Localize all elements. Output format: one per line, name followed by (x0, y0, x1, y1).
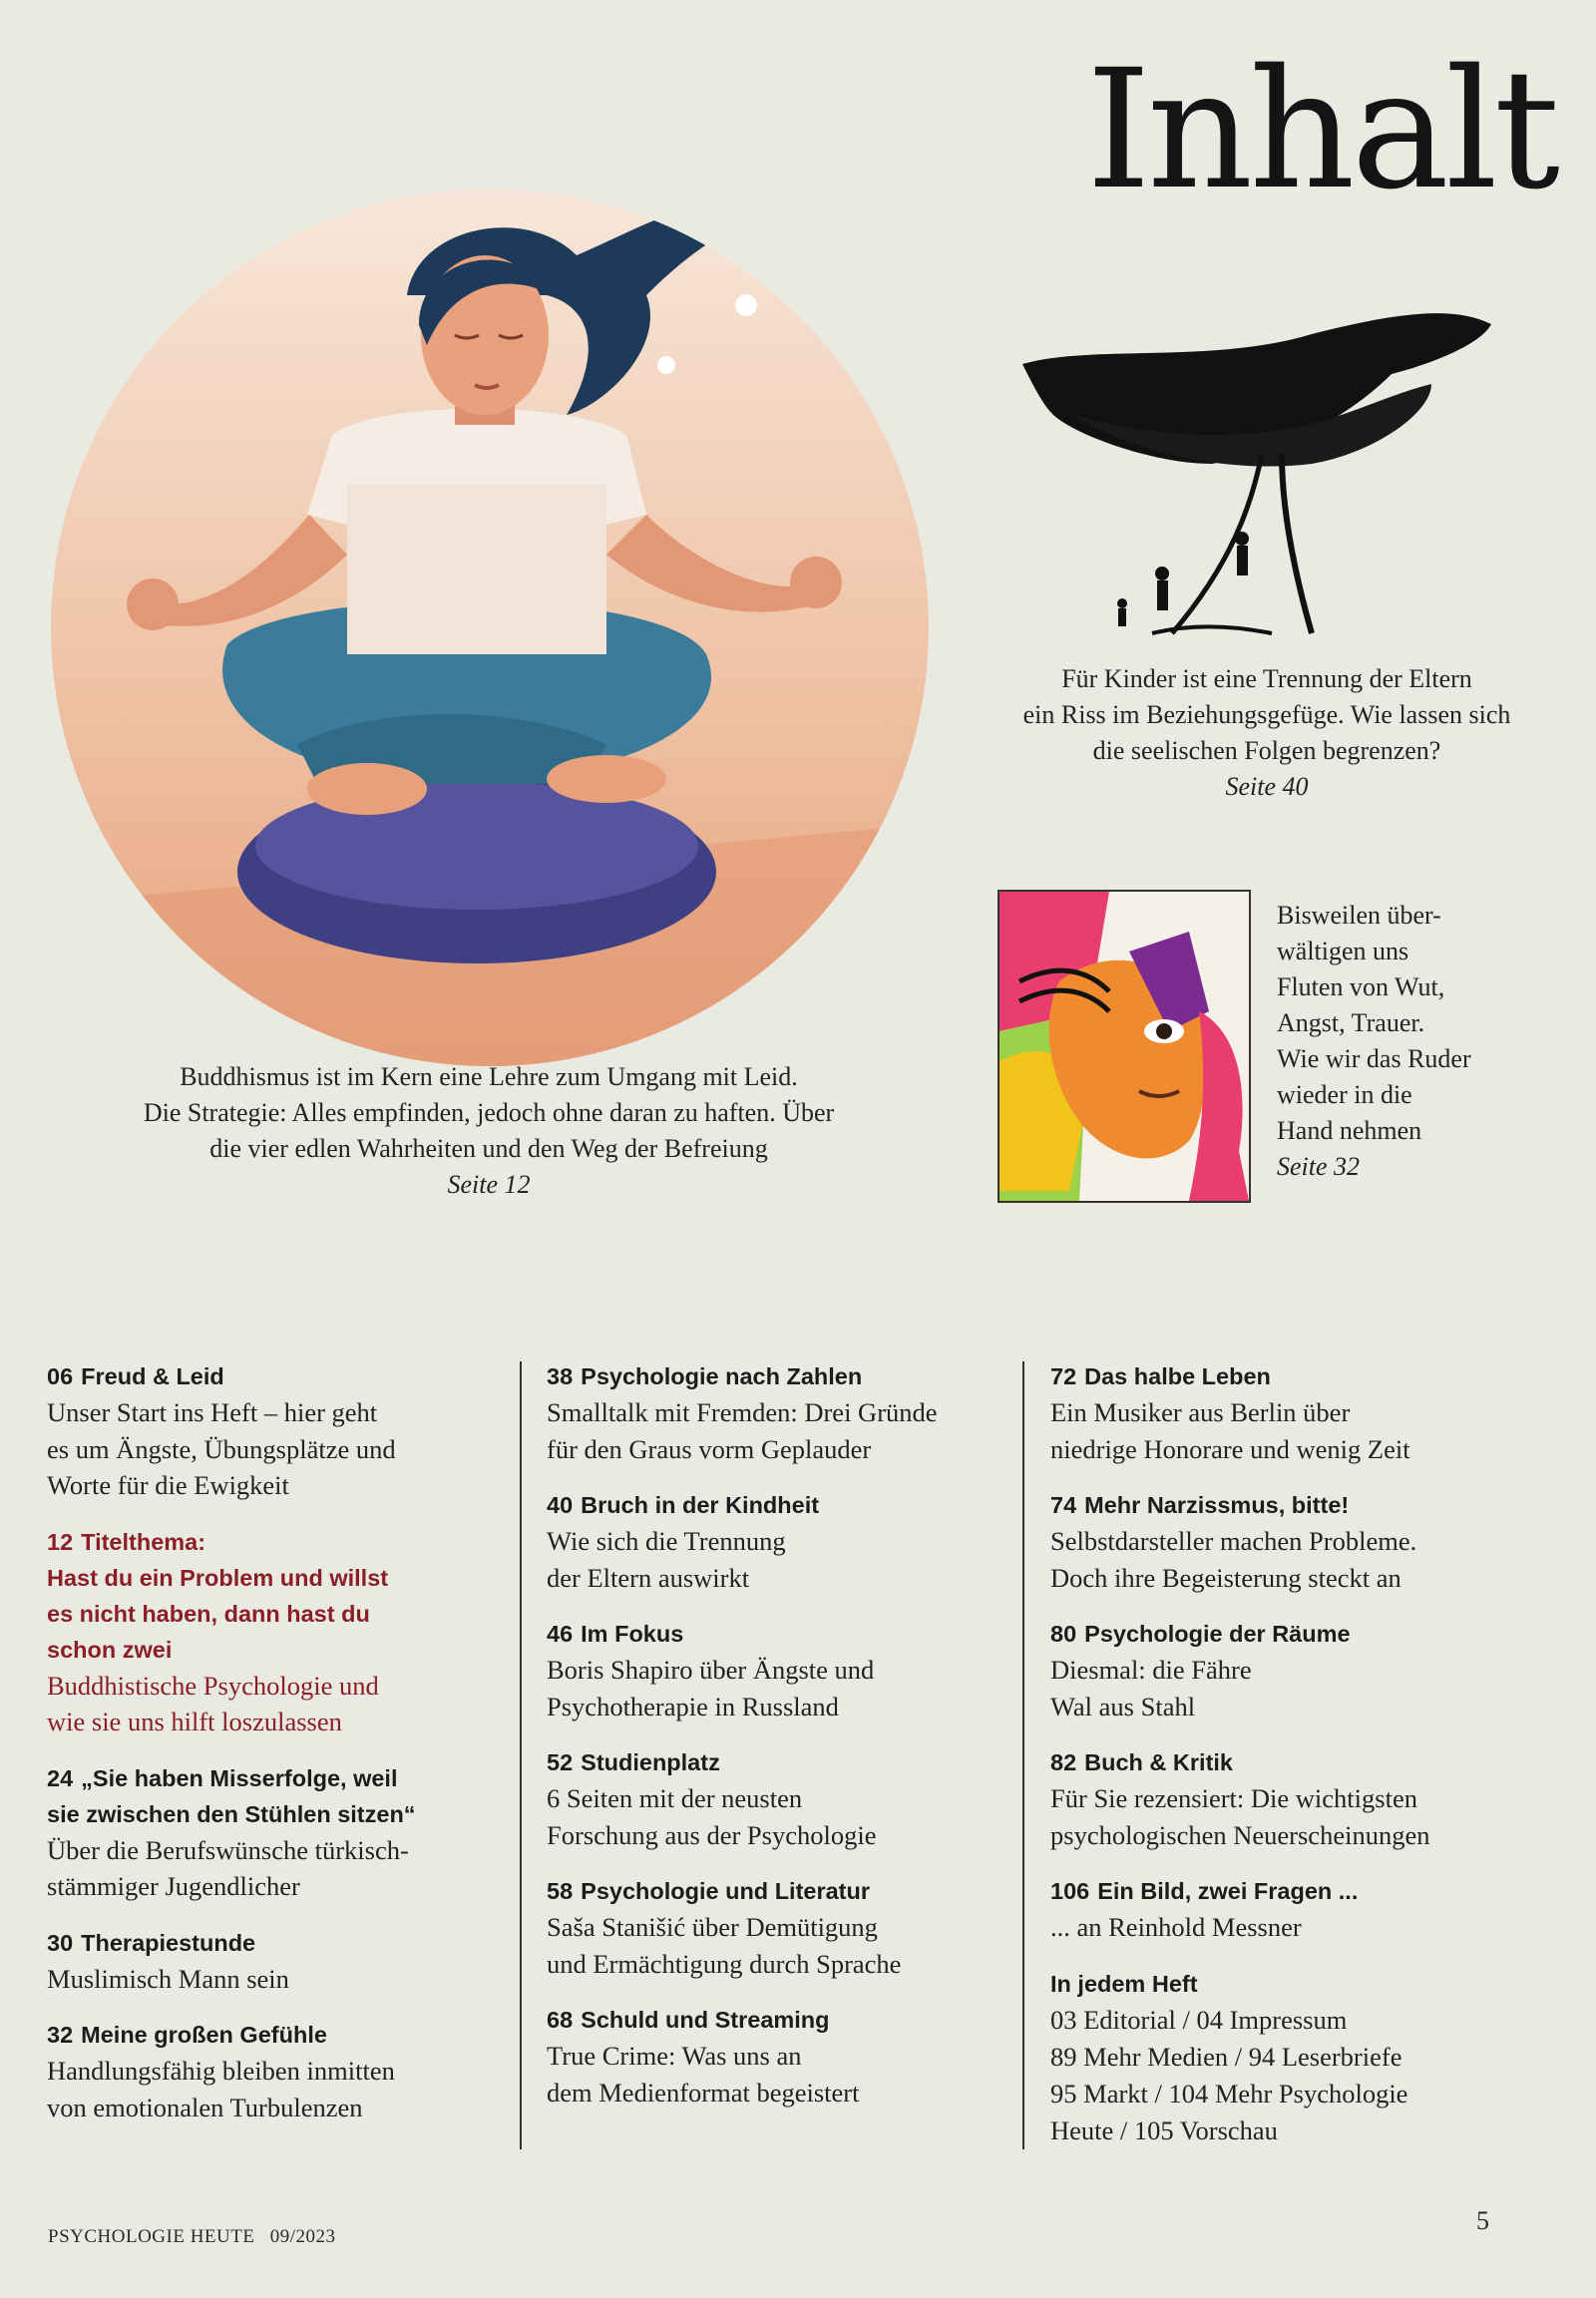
recurring-pages-line[interactable]: 89 Mehr Medien / 94 Leserbriefe (1050, 2041, 1402, 2072)
caption-line: die seelischen Folgen begrenzen? (1092, 736, 1441, 765)
toc-description-line: ... an Reinhold Messner (1050, 1912, 1302, 1942)
toc-page-number: 30 (47, 1929, 74, 1956)
toc-title: es nicht haben, dann hast du (47, 1600, 370, 1627)
toc-description (1050, 1652, 1519, 1724)
toc-description-line: psychologischen Neuerscheinungen (1050, 1819, 1430, 1850)
toc-description (547, 1909, 1015, 1982)
toc-title: Hast du ein Problem und willst (47, 1564, 389, 1591)
caption-line: Die Strategie: Alles empfinden, jedoch ohne daran zu haften. Über (143, 1098, 835, 1127)
recurring-pages-line[interactable]: Heute / 105 Vorschau (1050, 2114, 1278, 2145)
toc-entry-heading (47, 1925, 516, 1961)
caption-line: Angst, Trauer. (1277, 1008, 1425, 1037)
feature-caption-trennung (988, 661, 1546, 805)
toc-in-jedem-heft (1050, 1966, 1519, 2149)
toc-entry-heading (547, 1744, 1015, 1780)
toc-description (47, 1961, 516, 1998)
toc-entry-heading (1050, 1358, 1519, 1394)
toc-description-line: Buddhistische Psychologie und (47, 1670, 379, 1701)
toc-description-line: 6 Seiten mit der neusten (547, 1783, 803, 1813)
toc-title: „Sie haben Misserfolge, weil (81, 1764, 398, 1791)
magazine-name: PSYCHOLOGIE HEUTE (48, 2226, 255, 2247)
toc-description-line: dem Medienformat begeistert (547, 2077, 860, 2107)
toc-entry-heading (547, 1487, 1015, 1523)
toc-description-line: Über die Berufswünsche türkisch- (47, 1834, 409, 1865)
recurring-pages-line[interactable]: 03 Editorial / 04 Impressum (1050, 2004, 1348, 2035)
page-title: Inhalt (1085, 34, 1556, 225)
toc-page-number: 46 (547, 1621, 574, 1647)
toc-description (547, 1523, 1015, 1596)
toc-page-number: 74 (1050, 1492, 1077, 1518)
toc-title: Ein Bild, zwei Fragen ... (1097, 1878, 1359, 1904)
caption-line: Buddhismus ist im Kern eine Lehre zum Umgang mit Leid. (180, 1062, 798, 1091)
toc-description-line: Forschung aus der Psychologie (547, 1819, 877, 1850)
toc-entry-heading (547, 1873, 1015, 1909)
toc-entry-heading (1050, 1616, 1519, 1652)
toc-page-number: 80 (1050, 1621, 1077, 1647)
toc-description-line: Ein Musiker aus Berlin über (1050, 1397, 1351, 1427)
toc-entry-heading (47, 1524, 516, 1668)
column-divider (1022, 1361, 1024, 2149)
toc-page-number: 72 (1050, 1363, 1077, 1389)
column-divider (520, 1361, 522, 2149)
toc-title: Das halbe Leben (1084, 1363, 1271, 1389)
toc-description-line: Worte für die Ewigkeit (47, 1470, 289, 1500)
toc-entry[interactable] (47, 1760, 516, 1905)
toc-entry[interactable] (1050, 1873, 1519, 1946)
toc-page-number: 06 (47, 1363, 74, 1389)
toc-entry-heading (1050, 1873, 1519, 1909)
toc-title: Psychologie und Literatur (581, 1878, 871, 1904)
toc-entry-heading (547, 1358, 1015, 1394)
issue-number: 09/2023 (269, 2226, 336, 2247)
toc-page-number: 38 (547, 1363, 574, 1389)
caption-line: wieder in die (1277, 1080, 1412, 1109)
toc-description (1050, 1780, 1519, 1853)
toc-entry[interactable] (1050, 1358, 1519, 1467)
toc-entry-titelthema[interactable] (47, 1524, 516, 1740)
toc-entry-heading (47, 2017, 516, 2053)
caption-line: ein Riss im Beziehungsgefüge. Wie lassen sich (1022, 700, 1511, 729)
toc-title: Bruch in der Kindheit (581, 1492, 820, 1518)
meditation-illustration (48, 186, 932, 1069)
toc-description-line: Für Sie rezensiert: Die wichtigsten (1050, 1783, 1417, 1813)
toc-page-number: 52 (547, 1749, 574, 1775)
toc-entry[interactable] (47, 1358, 516, 1504)
toc-title: Mehr Narzissmus, bitte! (1084, 1492, 1350, 1518)
footer-masthead (48, 2226, 336, 2248)
toc-column-3 (1050, 1358, 1519, 2169)
toc-description-line: Doch ihre Begeisterung steckt an (1050, 1562, 1401, 1593)
toc-description (47, 1394, 516, 1504)
toc-description-line: Diesmal: die Fähre (1050, 1655, 1252, 1685)
recurring-pages-line[interactable]: 95 Markt / 104 Mehr Psychologie (1050, 2078, 1408, 2108)
toc-description-line: wie sie uns hilft loszulassen (47, 1707, 342, 1736)
toc-entry-heading (1050, 1487, 1519, 1523)
toc-entry[interactable] (547, 1873, 1015, 1982)
toc-description-line: und Ermächtigung durch Sprache (547, 1948, 902, 1979)
toc-description (1050, 1523, 1519, 1596)
toc-description-line: Wie sich die Trennung (547, 1526, 786, 1556)
toc-entry[interactable] (1050, 1487, 1519, 1596)
toc-entry-heading (1050, 1744, 1519, 1780)
toc-entry[interactable] (47, 1925, 516, 1998)
toc-column-1 (47, 1358, 516, 2145)
toc-title: schon zwei (47, 1636, 173, 1663)
toc-page-number: 82 (1050, 1749, 1077, 1775)
toc-description-line: stämmiger Jugendlicher (47, 1871, 300, 1901)
caption-line: Hand nehmen (1277, 1116, 1422, 1145)
toc-title: Schuld und Streaming (581, 2007, 830, 2033)
toc-description-line: Muslimisch Mann sein (47, 1963, 289, 1994)
toc-description (47, 1832, 516, 1905)
toc-title: Psychologie der Räume (1084, 1621, 1351, 1647)
toc-entry[interactable] (1050, 1744, 1519, 1853)
toc-page-number: 106 (1050, 1878, 1090, 1904)
page-reference[interactable]: Seite 12 (447, 1170, 531, 1199)
tree-silhouette-illustration (1012, 304, 1531, 643)
toc-page-number: 24 (47, 1764, 74, 1791)
toc-entry[interactable] (547, 1358, 1015, 1467)
toc-description (547, 2038, 1015, 2110)
toc-section-heading: In jedem Heft (1050, 1970, 1198, 1997)
toc-description-line: Wal aus Stahl (1050, 1691, 1196, 1722)
toc-entry-heading (547, 2002, 1015, 2038)
toc-title: Studienplatz (581, 1749, 720, 1775)
caption-line: Wie wir das Ruder (1277, 1044, 1471, 1073)
toc-description-line: Handlungsfähig bleiben inmitten (47, 2056, 395, 2086)
toc-description-line: Psychotherapie in Russland (547, 1691, 839, 1722)
caption-line: Fluten von Wut, (1277, 972, 1445, 1001)
toc-description (547, 1652, 1015, 1724)
toc-entry[interactable] (1050, 1616, 1519, 1724)
page-reference[interactable]: Seite 40 (1225, 772, 1309, 801)
toc-entry[interactable] (547, 1744, 1015, 1853)
toc-title: Meine großen Gefühle (81, 2022, 327, 2048)
toc-description-line: Unser Start ins Heft – hier geht (47, 1397, 378, 1427)
toc-title: Titelthema: (81, 1528, 206, 1555)
toc-page-number: 32 (47, 2022, 74, 2048)
toc-entry[interactable] (547, 1616, 1015, 1724)
caption-line: die vier edlen Wahrheiten und den Weg der Befreiung (209, 1134, 768, 1163)
toc-description-line: der Eltern auswirkt (547, 1562, 750, 1593)
toc-entry-heading (547, 1616, 1015, 1652)
toc-description-line: niedrige Honorare und wenig Zeit (1050, 1433, 1410, 1464)
toc-description-line: von emotionalen Turbulenzen (47, 2092, 363, 2122)
caption-line: wältigen uns (1277, 937, 1409, 965)
toc-description-line: Boris Shapiro über Ängste und (547, 1655, 875, 1685)
toc-description (1050, 2002, 1519, 2149)
toc-column-2 (547, 1358, 1015, 2130)
toc-title: Im Fokus (581, 1621, 684, 1647)
toc-entry[interactable] (547, 1487, 1015, 1596)
toc-description-line: Selbstdarsteller machen Probleme. (1050, 1526, 1417, 1556)
toc-description-line: Smalltalk mit Fremden: Drei Gründe (547, 1397, 938, 1427)
caption-line: Bisweilen über- (1277, 901, 1441, 930)
toc-entry[interactable] (47, 2017, 516, 2125)
feature-caption-buddhismus (60, 1059, 918, 1203)
page-reference[interactable]: Seite 32 (1277, 1152, 1361, 1181)
toc-entry[interactable] (547, 2002, 1015, 2110)
toc-entry-heading (47, 1760, 516, 1832)
toc-title: Therapiestunde (81, 1929, 256, 1956)
toc-title: Buch & Kritik (1084, 1749, 1233, 1775)
emotions-face-illustration (998, 890, 1251, 1203)
toc-title: sie zwischen den Stühlen sitzen“ (47, 1800, 416, 1827)
toc-description (1050, 1909, 1519, 1946)
page-number: 5 (1476, 2206, 1489, 2235)
toc-description (547, 1780, 1015, 1853)
toc-description-line: Saša Stanišić über Demütigung (547, 1912, 878, 1942)
caption-line: Für Kinder ist eine Trennung der Eltern (1061, 664, 1472, 693)
toc-page-number: 68 (547, 2007, 574, 2033)
toc-description (47, 2053, 516, 2125)
toc-description (47, 1668, 516, 1740)
toc-description-line: True Crime: Was uns an (547, 2041, 802, 2071)
toc-page-number: 40 (547, 1492, 574, 1518)
toc-description-line: für den Graus vorm Geplauder (547, 1433, 872, 1464)
toc-description (547, 1394, 1015, 1467)
toc-title: Freud & Leid (81, 1363, 224, 1389)
toc-description-line: es um Ängste, Übungsplätze und (47, 1433, 396, 1464)
feature-caption-gefuehle (1277, 898, 1576, 1185)
toc-description (1050, 1394, 1519, 1467)
toc-entry-heading (47, 1358, 516, 1394)
toc-page-number: 58 (547, 1878, 574, 1904)
toc-title: Psychologie nach Zahlen (581, 1363, 863, 1389)
toc-page-number: 12 (47, 1528, 74, 1555)
